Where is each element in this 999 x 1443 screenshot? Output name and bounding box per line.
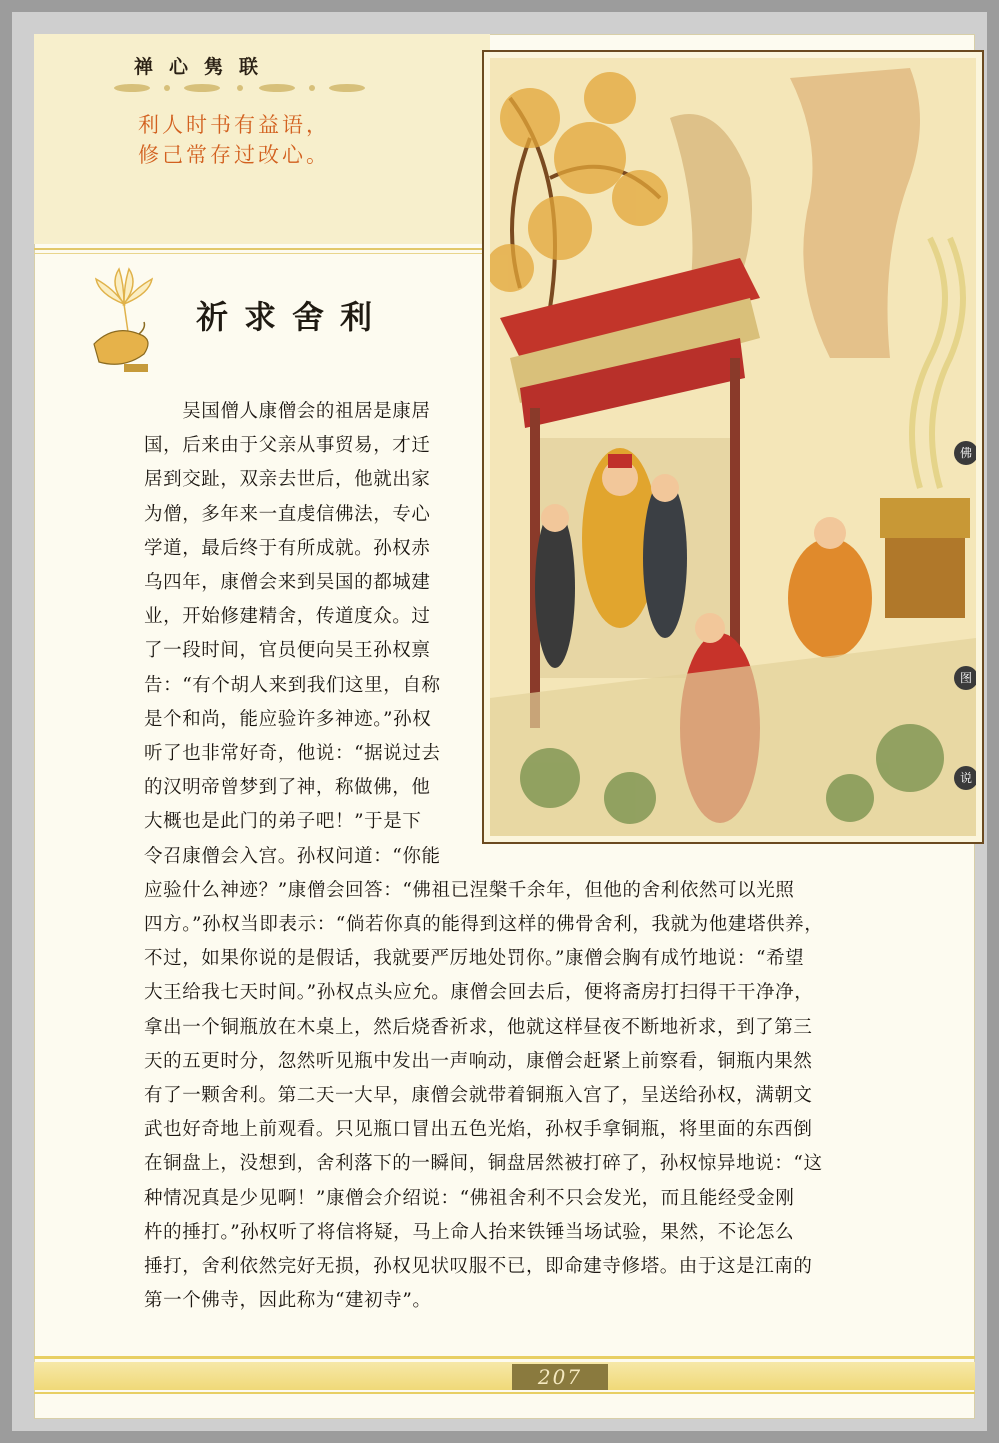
body-line: 业，开始修建精舍，传道度众。过 [144,606,431,628]
body-line: 的汉明帝曾梦到了神，称做佛，他 [144,777,431,799]
body-line: 令召康僧会入宫。孙权问道：“你能 [144,845,441,867]
body-line: 告：“有个胡人来到我们这里，自称 [144,674,441,696]
body-line: 吴国僧人康僧会的祖居是康居 [144,401,431,422]
body-line: 国，后来由于父亲从事贸易，才迁 [144,435,431,457]
motto [138,110,330,170]
paper [34,34,975,1419]
body-line: 居到交趾，双亲去世后，他就出家 [144,469,431,491]
body-line: 大概也是此门的弟子吧！”于是下 [144,811,422,833]
body-line: 天的五更时分，忽然听见瓶中发出一声响动，康僧会赶紧上前察看，铜瓶内果然 [144,1050,813,1072]
header-rule-thin [34,253,490,254]
body-line: 第一个佛寺，因此称为“建初寺”。 [144,1290,432,1312]
footer-rule-bottom [34,1392,975,1394]
header-rule [34,248,490,250]
article-title: 祈求舍利 [196,298,389,336]
side-label-2: 图 [960,671,973,685]
body-line: 捶打，舍利依然完好无损，孙权见状叹服不已，即命建寺修塔。由于这是江南的 [144,1256,813,1277]
body-line: 大王给我七天时间。”孙权点头应允。康僧会回去后，便将斋房打扫得干干净净， [144,982,814,1004]
illustration-painting [484,52,982,842]
body-line: 种情况真是少见啊！”康僧会介绍说：“佛祖舍利不只会发光，而且能经受金刚 [144,1187,795,1209]
page-number: 207 [512,1364,608,1390]
footer-band [34,1362,975,1390]
motto-line-2: 修己常存过改心。 [138,143,330,167]
lotus-hand-icon [84,264,164,374]
book-title: 禅心隽联 [134,56,275,78]
body-line: 武也好奇地上前观看。只见瓶口冒出五色光焰，孙权手拿铜瓶，将里面的东西倒 [144,1119,813,1141]
motto-line-1: 利人时书有益语， [138,113,330,137]
body-line: 乌四年，康僧会来到吴国的都城建 [144,572,431,593]
body-line: 不过，如果你说的是假话，我就要严厉地处罚你。”康僧会胸有成竹地说：“希望 [144,948,805,970]
body-line: 是个和尚，能应验许多神迹。”孙权 [144,708,432,730]
body-line: 在铜盘上，没想到，舍利落下的一瞬间，铜盘居然被打碎了，孙权惊异地说：“这 [144,1153,823,1175]
side-label-1: 佛 [960,446,973,460]
body-line: 听了也非常好奇，他说：“据说过去 [144,743,441,764]
body-line: 拿出一个铜瓶放在木桌上，然后烧香祈求，他就这样昼夜不断地祈求，到了第三 [144,1016,813,1038]
body-line: 四方。”孙权当即表示：“倘若你真的能得到这样的佛骨舍利，我就为他建塔供养， [144,914,824,935]
temple-scene-image [490,58,976,836]
body-line: 应验什么神迹？”康僧会回答：“佛祖已涅槃千余年，但他的舍利依然可以光照 [144,879,795,901]
body-line: 学道，最后终于有所成就。孙权赤 [144,537,431,559]
header-ornament [112,80,412,96]
footer-rule [34,1356,975,1359]
body-line: 杵的捶打。”孙权听了将信将疑，马上命人抬来铁锤当场试验，果然，不论怎么 [144,1221,795,1243]
page-frame [12,12,987,1431]
body-line: 有了一颗舍利。第二天一大早，康僧会就带着铜瓶入宫了，呈送给孙权，满朝文 [144,1085,813,1106]
side-label-3: 说 [960,771,973,785]
body-line: 了一段时间，官员便向吴王孙权禀 [144,640,431,662]
body-line: 为僧，多年来一直虔信佛法，专心 [144,503,431,525]
